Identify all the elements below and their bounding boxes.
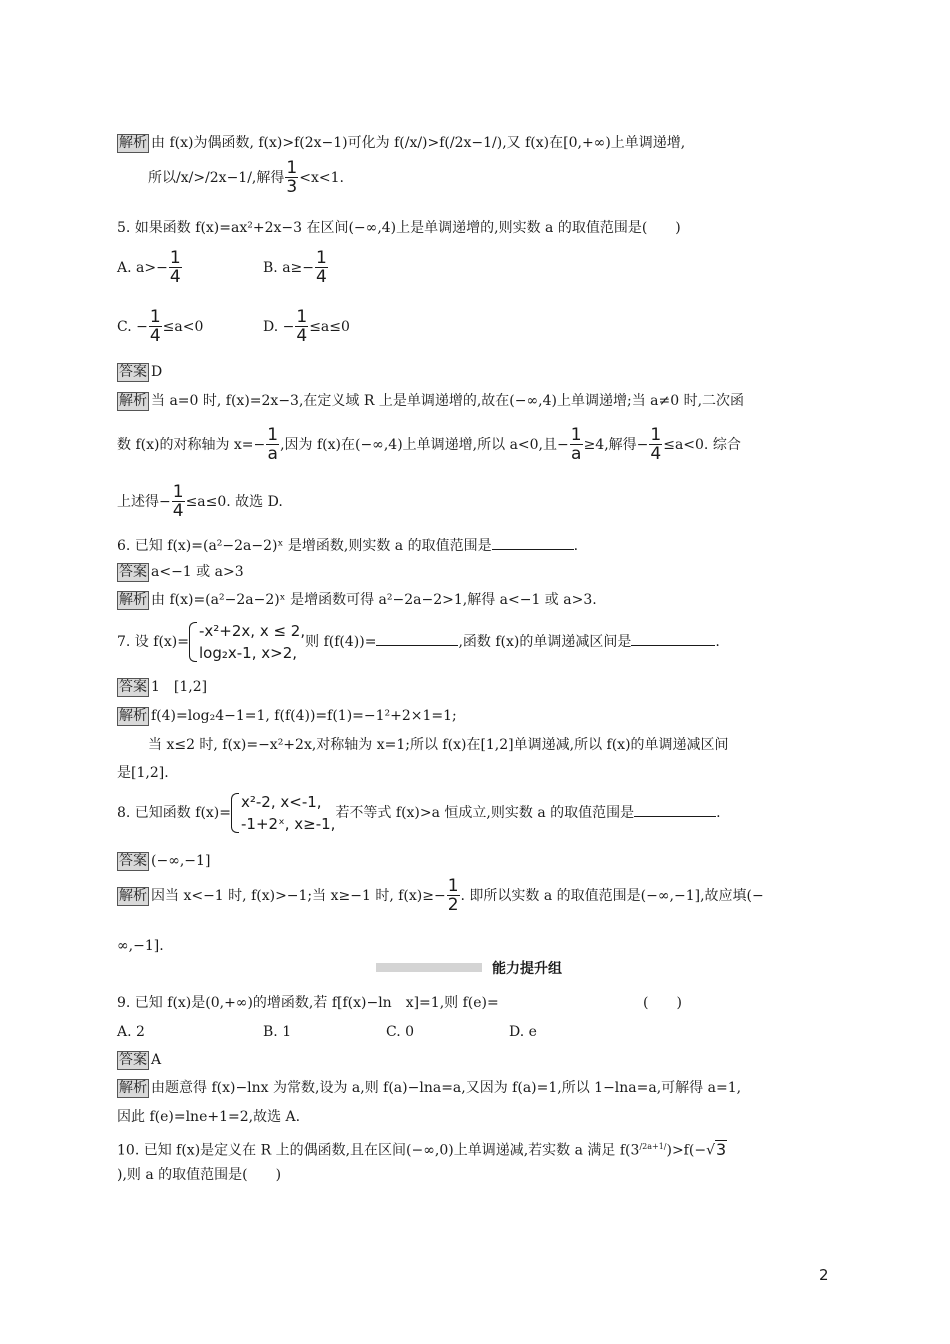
analysis-tag: 解析 — [119, 888, 147, 904]
analysis-tag: 解析 — [119, 708, 147, 724]
analysis-text: 由 f(x)为偶函数, f(x)>f(2x−1)可化为 f(/x/)>f(/2x−1/),又 f(x)在[0,+∞)上单调递增, — [151, 135, 686, 151]
question-text: 若不等式 f(x)>a 恒成立,则实数 a 的取值范围是 — [335, 805, 635, 821]
sqrt-icon: √ — [706, 1142, 715, 1159]
section-title: 能力提升组 — [492, 961, 562, 977]
fraction — [149, 309, 162, 345]
q5-options-row2 — [117, 309, 350, 345]
question-text: 6. 已知 f(x)=(a²−2a−2)ˣ 是增函数,则实数 a 的取值范围是 — [117, 538, 492, 554]
q9-options — [117, 1022, 537, 1042]
fraction — [570, 427, 583, 463]
q9-answer — [117, 1050, 161, 1070]
fraction-denominator: a — [267, 444, 278, 464]
answer-blank[interactable] — [492, 535, 574, 550]
answer-text: D — [151, 364, 163, 380]
fraction — [266, 427, 279, 463]
question-text: )>f(− — [666, 1142, 707, 1159]
q5-option-a — [117, 250, 263, 286]
q9-option-d: D. e — [509, 1024, 537, 1040]
analysis-text: ,因为 f(x)在(−∞,4)上单调递增,所以 a<0,且− — [280, 437, 569, 453]
q5-option-c — [117, 309, 263, 345]
q8-answer — [117, 851, 210, 871]
prev-analysis-line2 — [148, 160, 344, 196]
piecewise-case: log₂x-1, x>2, — [199, 644, 298, 662]
q9-option-a: A. 2 — [117, 1024, 145, 1040]
fraction-denominator: 4 — [316, 267, 327, 287]
piecewise-case: -1+2ˣ, x≥-1, — [241, 815, 336, 833]
question-text: 9. 已知 f(x)是(0,+∞)的增函数,若 f[f(x)−ln x]=1,则 f(e)= — [117, 995, 499, 1011]
q9-answer-paren: ( ) — [643, 995, 682, 1011]
q5-option-d — [263, 309, 350, 345]
answer-text: (−∞,−1] — [151, 853, 211, 869]
q9-analysis-line1 — [117, 1078, 741, 1098]
fraction-numerator: 1 — [267, 425, 279, 445]
q5-stem: 5. 如果函数 f(x)=ax²+2x−3 在区间(−∞,4)上是单调递增的,则实数 a 的取值范围是( ) — [117, 220, 681, 236]
q9-stem — [117, 993, 499, 1013]
option-text: ≤a<0 — [162, 319, 204, 335]
question-text: 10. 已知 f(x)是定义在 R 上的偶函数,且在区间(−∞,0)上单调递减,若实数 a 满足 f(3 — [117, 1142, 640, 1159]
fraction-denominator: 4 — [650, 444, 662, 464]
question-text: 7. 设 f(x)= — [117, 634, 189, 650]
question-text: ,函数 f(x)的单调递减区间是 — [458, 634, 632, 650]
question-text: 则 f(f(4))= — [305, 634, 377, 650]
brace — [231, 793, 239, 833]
q10-stem-line2: ),则 a 的取值范围是( ) — [117, 1167, 282, 1183]
answer-tag: 答案 — [119, 564, 147, 580]
answer-tag: 答案 — [119, 364, 147, 380]
prev-analysis-line1 — [117, 133, 685, 153]
analysis-text: . 即所以实数 a 的取值范围是(−∞,−1],故应填(− — [460, 888, 764, 904]
piecewise-function — [189, 620, 305, 664]
fraction-numerator: 1 — [149, 307, 161, 327]
fraction-numerator: 1 — [172, 482, 184, 502]
q5-answer — [117, 362, 162, 382]
fraction-numerator: 1 — [296, 307, 308, 327]
question-text: 8. 已知函数 f(x)= — [117, 805, 231, 821]
answer-blank[interactable] — [634, 802, 716, 817]
answer-text: a<−1 或 a>3 — [151, 564, 244, 580]
question-text: . — [573, 538, 579, 554]
analysis-text: ≥4,解得− — [583, 437, 649, 453]
q5-options-row1 — [117, 250, 329, 286]
q6-analysis — [117, 590, 597, 610]
q8-analysis-line1 — [117, 878, 764, 914]
fraction-numerator: 1 — [570, 425, 582, 445]
answer-tag: 答案 — [119, 1052, 147, 1068]
answer-tag: 答案 — [119, 853, 147, 869]
q9-analysis-line2: 因此 f(e)=lne+1=2,故选 A. — [117, 1109, 301, 1125]
fraction — [649, 427, 662, 463]
fraction-numerator: 1 — [286, 158, 298, 178]
analysis-text: 当 a=0 时, f(x)=2x−3,在定义域 R 上是单调递增的,故在(−∞,4)上单调递增;当 a≠0 时,二次函 — [151, 393, 745, 409]
q5-analysis-line2 — [117, 427, 741, 463]
section-divider-bar — [376, 963, 482, 972]
fraction-denominator: 3 — [286, 177, 298, 197]
answer-blank[interactable] — [631, 631, 715, 646]
answer-text: A — [151, 1052, 162, 1068]
analysis-tag: 解析 — [119, 135, 147, 151]
analysis-text: 因当 x<−1 时, f(x)>−1;当 x≥−1 时, f(x)≥− — [151, 888, 446, 904]
fraction-numerator: 1 — [169, 248, 181, 268]
option-text: ≤a≤0 — [309, 319, 350, 335]
q8-analysis-line2: ∞,−1]. — [117, 938, 164, 954]
analysis-text: f(4)=log₂4−1=1, f(f(4))=f(1)=−1²+2×1=1; — [151, 708, 457, 724]
answer-text: 1 [1,2] — [151, 679, 208, 695]
option-text: B. a≥− — [263, 260, 314, 276]
q7-analysis-line1 — [117, 706, 457, 726]
fraction-denominator: 4 — [149, 326, 161, 346]
piecewise-case: x²-2, x<-1, — [241, 793, 322, 811]
fraction-denominator: a — [570, 444, 582, 464]
question-text: . — [715, 634, 720, 650]
fraction — [295, 309, 308, 345]
q9-option-c: C. 0 — [386, 1024, 415, 1040]
analysis-text: 数 f(x)的对称轴为 x=− — [117, 437, 266, 453]
option-text: C. − — [117, 319, 148, 335]
fraction — [169, 250, 182, 286]
fraction — [447, 878, 460, 914]
q6-stem — [117, 535, 578, 556]
analysis-text: 所以/x/>/2x−1/,解得 — [148, 170, 285, 186]
fraction — [172, 484, 185, 520]
option-text: A. a>− — [117, 260, 168, 276]
analysis-text: 由 f(x)=(a²−2a−2)ˣ 是增函数可得 a²−2a−2>1,解得 a<−1 或 a>3. — [151, 592, 597, 608]
q5-analysis-line3 — [117, 484, 283, 520]
analysis-tag: 解析 — [119, 1080, 147, 1096]
piecewise-function — [231, 791, 335, 835]
analysis-text: ≤a≤0. 故选 D. — [185, 494, 283, 510]
analysis-text: 由题意得 f(x)−lnx 为常数,设为 a,则 f(a)−lna=a,又因为 f(a)=1,所以 1−lna=a,可解得 a=1, — [151, 1080, 742, 1096]
q7-answer — [117, 677, 207, 697]
fraction-numerator: 1 — [447, 876, 459, 896]
option-text: D. − — [263, 319, 295, 335]
fraction-denominator: 4 — [169, 267, 181, 287]
brace — [189, 622, 197, 662]
analysis-tag: 解析 — [119, 393, 147, 409]
fraction-numerator: 1 — [316, 248, 327, 268]
answer-blank[interactable] — [376, 631, 458, 646]
sqrt-radicand: 3 — [715, 1139, 727, 1159]
fraction-numerator: 1 — [650, 425, 662, 445]
analysis-text: <x<1. — [299, 170, 344, 186]
fraction — [315, 250, 328, 286]
fraction-denominator: 2 — [447, 895, 459, 915]
page-number: 2 — [819, 1266, 829, 1284]
q7-stem — [117, 620, 720, 664]
q5-analysis-line1 — [117, 391, 744, 411]
fraction-denominator: 4 — [172, 501, 184, 521]
q7-analysis-line2: 当 x≤2 时, f(x)=−x²+2x,对称轴为 x=1;所以 f(x)在[1,2]单调递减,所以 f(x)的单调递减区间 — [148, 737, 729, 753]
q6-answer — [117, 562, 244, 582]
answer-tag: 答案 — [119, 679, 147, 695]
fraction — [285, 160, 298, 196]
question-text: . — [716, 805, 721, 821]
piecewise-case: -x²+2x, x ≤ 2, — [199, 622, 306, 640]
q8-stem — [117, 791, 721, 835]
q9-option-b: B. 1 — [263, 1024, 292, 1040]
exponent: /2a+1/ — [639, 1142, 667, 1151]
analysis-text: ≤a<0. 综合 — [663, 437, 741, 453]
fraction-denominator: 4 — [296, 326, 308, 346]
analysis-text: 上述得− — [117, 494, 171, 510]
q7-analysis-line3: 是[1,2]. — [117, 765, 169, 781]
q5-option-b — [263, 250, 329, 286]
q10-stem-line1 — [117, 1137, 727, 1161]
analysis-tag: 解析 — [119, 592, 147, 608]
